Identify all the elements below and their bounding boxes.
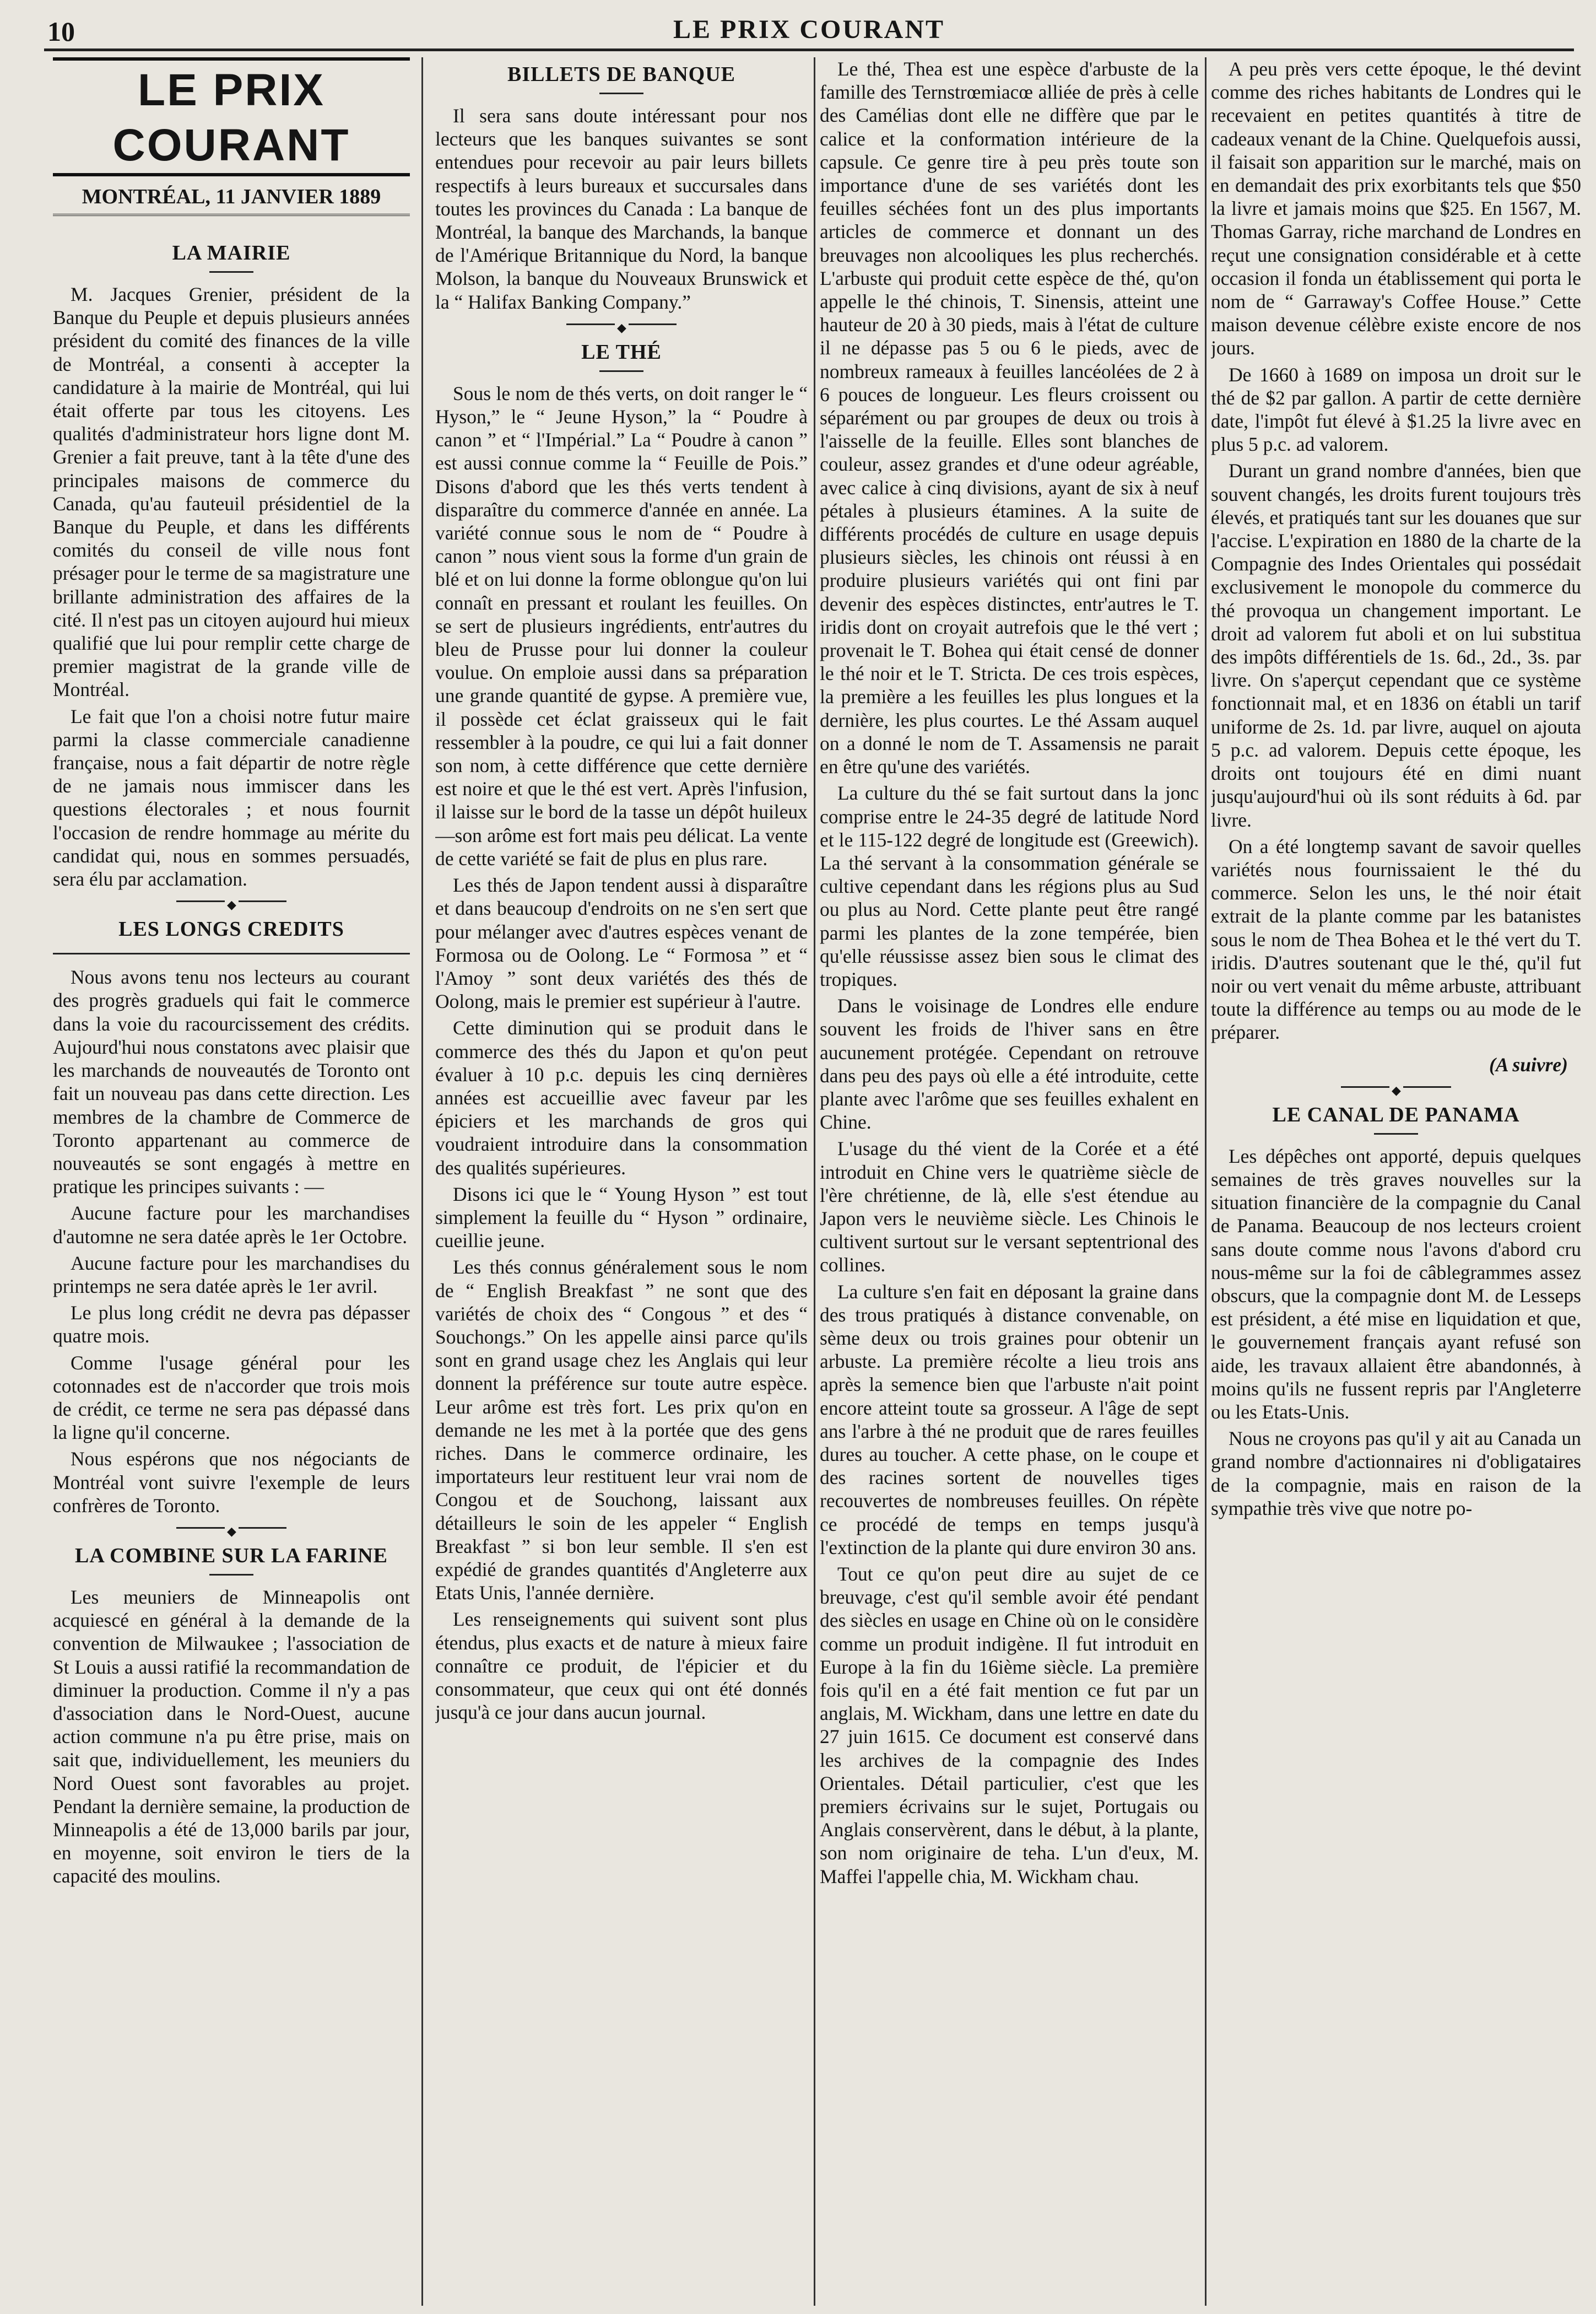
article-title-the: LE THÉ [581, 340, 662, 364]
paragraph: Le fait que l'on a choisi notre futur maire parmi la classe commerciale canadienne française, nous a fait départir de notre règle de ne jamais nous immiscer dans les questions électorales ; et nous fournit l'occasion de rendre hommage au mérite du candidat qui, nous en sommes persuadés, sera élu par acclamation. [53, 705, 410, 891]
column-rule [421, 57, 423, 2306]
paragraph: Le thé, Thea est une espèce d'arbuste de la famille des Ternstrœmiacœ alliée de près à celle des Camélias dont elle ne diffère que par le calice et la conformation intérieure de la capsule. Ce genre tire à peu près toute son importance d'une de ses variétés dont les feuilles séchées font un des plus importants articles de commerce et donnant un des breuvages non alcooliques les plus recherchés. L'arbuste qui produit cette espèce de thé, qu'on appelle le thé chinois, T. Sinensis, atteint une hauteur de 20 à 30 pieds, mais à l'état de culture il ne dépasse pas 5 ou 6 le pieds, avec de nombreux rameaux à feuilles lancéolées de 2 à 6 pouces de longueur. Les fleurs croissent ou séparément ou par groupes de deux ou trois à l'aisselle de la feuille. Elles sont blanches de couleur, assez grandes et d'une odeur agréable, avec calice à cinq divisions, ayant de six à neuf pétales à plusieurs étamines. A la suite de différents procédés de culture en usage depuis plusieurs siècles, les chinois ont réussi à en produire plusieurs variétés qui ont fini par devenir des espèces distinctes, entr'autres le T. iridis dont on croyait autrefois que le thé vert ; provenait le T. Bohea qui était censé de donner le thé noir et le T. Stricta. De ces trois espèces, la première a les feuilles les plus longues et la dernière, les plus courtes. Le thé Assam auquel on a donné le nom de T. Assamensis ne parait en être qu'une des variétés. [820, 58, 1199, 778]
section-divider [176, 900, 286, 902]
paragraph: Disons ici que le “ Young Hyson ” est tout simplement la feuille du “ Hyson ” ordinaire, cueillie jeune. [435, 1183, 808, 1252]
paragraph: Les meuniers de Minneapolis ont acquiescé en général à la demande de la convention de Milwaukee ; l'association de St Louis a aussi ratifié la recommandation de diminuer la production. Comme il n'y a pas d'association dans le Nord-Ouest, aucune action commune n'a pu être prise, mais on sait que, individuellement, les meuniers du Nord Ouest sont favorables au projet. Pendant la dernière semaine, la production de Minneapolis a été de 13,000 barils par jour, en moyenne, soit environ le tiers de la capacité des moulins. [53, 1585, 410, 1887]
running-title: LE PRIX COURANT [673, 15, 945, 44]
column-4 [1211, 57, 1581, 2306]
article-title-mairie: LA MAIRIE [172, 241, 291, 265]
paragraph: Nous espérons que nos négociants de Montréal vont suivre l'exemple de leurs confrères de Toronto. [53, 1448, 410, 1517]
paragraph: De 1660 à 1689 on imposa un droit sur le thé de $2 par gallon. A partir de cette dernière date, l'impôt fut élevé à $1.25 la livre avec en plus 5 p.c. ad valorem. [1211, 363, 1581, 456]
masthead-title: LE PRIX COURANT [53, 57, 410, 176]
paragraph: Nous avons tenu nos lecteurs au courant des progrès graduels qui fait le commerce dans la voie du racourcissement des crédits. Aujourd'hui nous constatons avec plaisir que les marchands de nouveautés de Toronto ont fait un nouveau pas dans cette direction. Les membres de la chambre de Commerce de Toronto appartenant au commerce de nouveautés se sont engagés à mettre en pratique les principes suivants : — [53, 966, 410, 1198]
column-rule [1205, 57, 1207, 2306]
paragraph: Il sera sans doute intéressant pour nos lecteurs que les banques suivantes se sont entendues pour recevoir au pair leurs billets respectifs à leurs bureaux et succursales dans toutes les provinces du Canada : La banque de Montréal, la banque des Marchands, la banque de l'Amérique Britannique du Nord, la banque Molson, la banque du Nouveaux Brunswick et la “ Halifax Banking Company.” [435, 105, 808, 313]
paragraph: Tout ce qu'on peut dire au sujet de ce breuvage, c'est qu'il semble avoir été pendant des siècles en usage en Chine où on le considère comme un produit indigène. Il fut introduit en Europe à la fin du 16ième siècle. La première fois qu'il en a été fait mention ce fut par un anglais, M. Wickham, dans une lettre en date du 27 juin 1615. Ce document est conservé dans les archives de la compagnie des Indes Orientales. Détail particulier, c'est que les premiers écrivains sur le sujet, Portugais ou Anglais conservèrent, dans le début, à la plante, son nom originaire de teha. L'un d'eux, M. Maffei l'appelle chia, M. Wickham chau. [820, 1563, 1199, 1887]
column-3 [820, 57, 1199, 2306]
article-title-credits: LES LONGS CREDITS [118, 918, 344, 941]
paragraph: Aucune facture pour les marchandises d'automne ne sera datée après le 1er Octobre. [53, 1202, 410, 1248]
paragraph: Les thés de Japon tendent aussi à disparaître et dans beaucoup d'endroits on ne s'en sert que pour mélanger avec d'autres espèces venant de Formosa ou de Oolong. Le “ Formosa ” et “ l'Amoy ” sont deux variétés des thés de Oolong, mais le premier est supérieur à l'autre. [435, 874, 808, 1013]
column-1 [53, 57, 410, 2306]
paragraph: Dans le voisinage de Londres elle endure souvent les froids de l'hiver sans en être aucunement protégée. Cependant on retrouve dans peu des pays où elle a été introduite, cette plante avec l'arôme que ses feuilles exhalent en Chine. [820, 995, 1199, 1134]
paragraph: La culture du thé se fait surtout dans la jonc comprise entre le 24-35 degré de latitude Nord et le 115-122 degré de longitude est (Greewich). La thé servant à la consommation générale se cultive cependant dans les régions plus au Sud ou plus au Nord. Cette plante peut être rangé parmi les plantes de la zone tempérée, bien qu'elle réussisse assez bien sous le climat des tropiques. [820, 782, 1199, 990]
article-title-panama: LE CANAL DE PANAMA [1272, 1103, 1520, 1126]
section-divider [566, 323, 677, 325]
running-head [44, 12, 1574, 51]
column-2 [435, 57, 808, 2306]
title-rule [53, 953, 410, 954]
title-rule [209, 271, 253, 273]
paragraph: La culture s'en fait en déposant la graine dans des trous pratiqués à distance convenable, on sème deux ou trois graines pour obtenir un arbuste. La première récolte a lieu trois ans après la semence bien que l'arbuste n'ait point encore atteint toute sa grosseur. A l'âge de sept ans l'arbre à thé ne produit que de rares feuilles dures au toucher. A cette phase, on le coupe et des racines sortent de nouvelles tiges recouvertes de nombreuses feuilles. On répète ce procédé de temps en temps jusqu'à l'extinction de la plante qui dure environ 30 ans. [820, 1280, 1199, 1558]
paragraph: Les dépêches ont apporté, depuis quelques semaines de très graves nouvelles sur la situation financière de la compagnie du Canal de Panama. Beaucoup de nos lecteurs croient sans doute comme nous l'avons d'abord cru nous-même sur la foi de câblegrammes assez obscurs, que la compagnie dont M. de Lesseps est président, a été mise en liquidation et que, le gouvernement français ayant refusé son aide, les travaux allaient être abandonnés, à moins qu'ils ne fussent repris par l'Angleterre ou les Etats-Unis. [1211, 1145, 1581, 1423]
title-rule [209, 1574, 253, 1576]
paragraph: Les thés connus généralement sous le nom de “ English Breakfast ” ne sont que des variétés de choix des “ Congous ” et des “ Souchongs.” On les appelle ainsi parce qu'ils sont en grand usage chez les Anglais qui leur donnent la préférence sur toute autre espèce. Leur arôme est très fort. Les prix qu'on en demande ne les met à la portée que des gens riches. Dans le commerce ordinaire, les importateurs leur restituent leur vrai nom de Congou et de Souchong, laissant aux détailleurs le soin de les appeler “ English Breakfast ” si bon leur semble. Il s'en est expédié de grandes quantités d'Angleterre aux Etats Unis, l'année dernière. [435, 1256, 808, 1604]
title-rule [1374, 1133, 1418, 1135]
article-title-billets: BILLETS DE BANQUE [507, 63, 735, 86]
column-rule [814, 57, 815, 2306]
section-divider [1341, 1086, 1451, 1088]
article-title-farine: LA COMBINE SUR LA FARINE [74, 1544, 388, 1567]
section-divider [176, 1527, 286, 1529]
paragraph: M. Jacques Grenier, président de la Banque du Peuple et depuis plusieurs années président du comité des finances de la ville de Montréal, a consenti à accepter la candidature à la mairie de Montréal, qui lui était offerte par tous les citoyens. Les qualités d'administrateur hors ligne dont M. Grenier a fait preuve, tant à la tête d'une des principales maisons de commerce du Canada, qu'au fauteuil présidentiel de la Banque du Peuple, et dans les différents comités du conseil de ville nous font présager pour le terme de sa magistrature une brillante administration des affaires de la cité. Il n'est pas un citoyen aujourd hui mieux qualifié que lui pour remplir cette charge de premier magistrat de la grande ville de Montréal. [53, 283, 410, 701]
page-number: 10 [47, 16, 75, 47]
paragraph: Le plus long crédit ne devra pas dépasser quatre mois. [53, 1302, 410, 1347]
title-rule [599, 93, 643, 94]
paragraph: On a été longtemp savant de savoir quelles variétés nous fournissaient le thé du commerce. Selon les uns, le thé noir était extrait de la plante comme par les batanistes sous le nom de Thea Bohea et le thé vert du T. iridis. D'autres soutenant que le thé, qu'il fut noir ou vert venait du même arbuste, attribuant toute la différence au temps ou au mode de le préparer. [1211, 835, 1581, 1044]
paragraph: L'usage du thé vient de la Corée et a été introduit en Chine vers le quatrième siècle de l'ère chrétienne, de là, elle s'est étendue au Japon vers le neuvième siècle. Les Chinois le cultivent surtout sur le versant septentrional des collines. [820, 1137, 1199, 1276]
paragraph: Nous ne croyons pas qu'il y ait au Canada un grand nombre d'actionnaires ni d'obligataires de la compagnie, mais en raison de la sympathie très vive que notre po- [1211, 1427, 1581, 1519]
paragraph: Cette diminution qui se produit dans le commerce des thés du Japon et qu'on peut évaluer à 10 p.c. depuis les cinq dernières années est accueillie avec faveur par les épiciers et les marchands de gros qui voudraient introduire dans la consommation des qualités supérieures. [435, 1017, 808, 1179]
paragraph: A peu près vers cette époque, le thé devint comme des riches habitants de Londres qui le recevaient en petites quantités à titre de cadeaux venant de la Chine. Quelquefois aussi, il faisait son apparition sur le marché, mais on en demandait des prix exorbitants tels que $50 la livre et jamais moins que $25. En 1567, M. Thomas Garray, riche marchand de Londres en reçut une consignation considérable et à cette occasion il fonda un établissement qui porta le nom de “ Garraway's Coffee House.” Cette maison devenue célèbre existe encore de nos jours. [1211, 58, 1581, 359]
paragraph: Durant un grand nombre d'années, bien que souvent changés, les droits furent toujours très élevés, et pratiqués tant sur les douanes que sur l'accise. L'expiration en 1880 de la charte de la Compagnie des Indes Orientales qui possédait exclusivement le monopole du commerce du thé provoqua un changement important. Le droit ad valorem fut aboli et on lui substitua des impôts différentiels de 1s. 6d., 2d., 3s. par livre. On s'aperçut cependant que ce système fonctionnait mal, et en 1836 on établi un tarif uniforme de 2s. 1d. par livre, auquel on ajouta 5 p.c. ad valorem. Depuis cette époque, les droits ont toujours été en dimi nuant jusqu'aujourd'hui où ils sont réduits à 6d. par livre. [1211, 460, 1581, 831]
paragraph: Sous le nom de thés verts, on doit ranger le “ Hyson,” le “ Jeune Hyson,” la “ Poudre à canon ” et “ l'Impérial.” La “ Poudre à canon ” est aussi connue comme la “ Feuille de Pois.” Disons d'abord que les thés verts tendent à disparaître du commerce d'année en année. La variété connue sous le nom de “ Poudre à canon ” nous vient sous la forme d'un grain de blé et on lui donne la forme oblongue qu'on lui connaît en pressant et roulant les feuilles. On se sert de plusieurs ingrédients, entr'autres du bleu de Prusse pour lui donner la couleur voulue. On emploie aussi dans sa préparation une grande quantité de gypse. A première vue, il possède cet éclat graisseux qui le fait ressembler à la poudre, ce qui lui a fait donner son nom, à cette différence que cette dernière est noire et que le thé est vert. Après l'infusion, il laisse sur le bord de la tasse un dépôt huileux—son arôme est fort mais peu délicat. La vente de cette variété se fait de plus en plus rare. [435, 382, 808, 870]
paragraph: Les renseignements qui suivent sont plus étendus, plus exacts et de nature à mieux faire connaître ce produit, de l'épicier et du consommateur, que ceux qui ont été donnés jusqu'à ce jour dans aucun journal. [435, 1608, 808, 1724]
continued-note: (A suivre) [1489, 1053, 1568, 1076]
paragraph: Comme l'usage général pour les cotonnades est de n'accorder que trois mois de crédit, ce terme ne sera pas dépassé dans la ligne qu'il concerne. [53, 1351, 410, 1444]
dateline: MONTRÉAL, 11 JANVIER 1889 [53, 184, 410, 216]
paragraph: Aucune facture pour les marchandises du printemps ne sera datée après le 1er avril. [53, 1252, 410, 1297]
title-rule [599, 370, 643, 372]
